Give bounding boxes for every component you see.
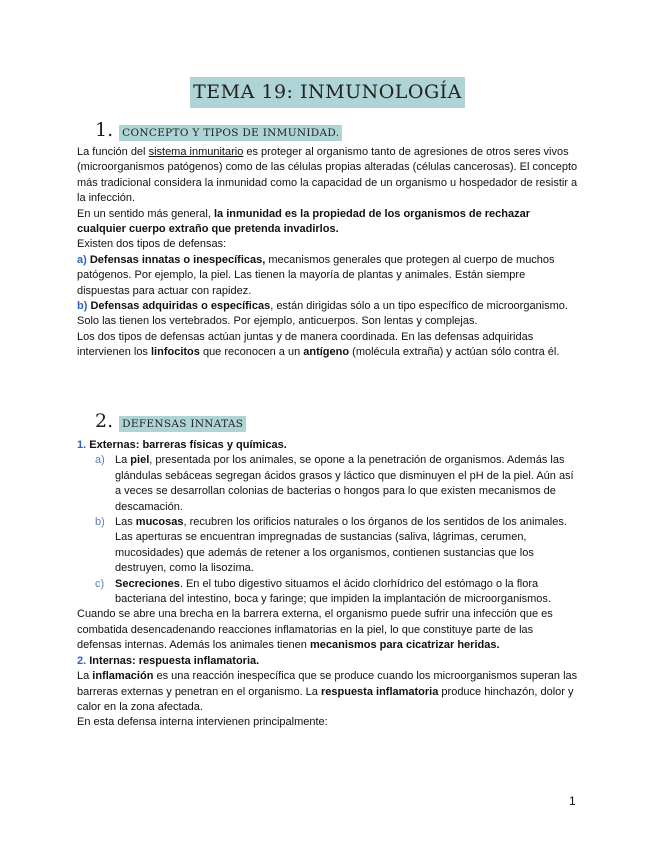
list-item: a) La piel, presentada por los animales, se opone a la penetración de organismos. Además las glándulas sebáceas segregan ácidos grasos y láctico que disminuyen el pH de la piel. Aún así a veces se desarrollan colonias de bacterias o hongos para lo que existen mecanismos de descamación. [95, 454, 574, 513]
external-barriers-heading: 1. Externas: barreras físicas y químicas. [77, 439, 287, 451]
section-1-body [77, 145, 579, 361]
item-defensas-adquiridas: b) Defensas adquiridas o específicas, están dirigidas sólo a un tipo específico de microorganismo. Solo las tienen los vertebrados. Por ejemplo, anticuerpos. Son lentas y complejas. [77, 300, 568, 328]
section-2-body [77, 438, 579, 731]
section-1-title: CONCEPTO Y TIPOS DE INMUNIDAD. [119, 125, 342, 141]
paragraph-types: Existen dos tipos de defensas: [77, 238, 227, 251]
internal-response-heading: 2. Internas: respuesta inflamatoria. [77, 654, 260, 667]
paragraph-inflammation: La inflamación es una reacción inespecífica que se produce cuando los microorganismos superan las barreras externas y penetran en el organismo. La respuesta inflamatoria produce hinchazón, dolor y calor en la zona afectada. [77, 670, 578, 713]
section-1-number: 1. [95, 119, 114, 141]
page-number: 1 [569, 794, 576, 808]
list-item: b) Las mucosas, recubren los orificios naturales o los órganos de los sentidos de los animales. Las aperturas se encuentran impregnadas de sustancias (saliva, lágrimas, cerumen, mucosidades) que además de retener a los organismos, contienen sustancias que los destruyen, como la lisozima. [95, 516, 567, 575]
paragraph-definition: En un sentido más general, la inmunidad es la propiedad de los organismos de rechazar cualquier cuerpo extraño que pretenda invadirlos. [77, 207, 531, 236]
page-title: TEMA 19: INMUNOLOGÍA [190, 77, 465, 108]
item-defensas-innatas: a) Defensas innatas o inespecíficas, mecanismos generales que protegen al cuerpo de muchos patógenos. Por ejemplo, la piel. Las tienen la mayoría de plantas y animales. Están siempre dispuestas para actuar con rapidez. [77, 253, 555, 297]
section-2-title: DEFENSAS INNATAS [119, 416, 246, 432]
paragraph-intro: La función del sistema inmunitario es proteger al organismo tanto de agresiones de otros seres vivos (microorganismos patógenos) como de las células propias alteradas (células cancerosas). El concepto más tradicional considera la inmunidad como la capacidad de un organismo u hospedador de resistir a la infección. [77, 146, 578, 205]
paragraph-breach: Cuando se abre una brecha en la barrera externa, el organismo puede sufrir una infección que es combatida desencadenando reacciones inflamatorias en la piel, lo que constituye parte de las defensas internas. Además los animales tienen mecanismos para cicatrizar heridas. [77, 608, 553, 652]
section-2-number: 2. [95, 410, 114, 432]
section-2-heading [95, 410, 246, 435]
paragraph-internal-defense: En esta defensa interna intervienen principalmente: [77, 716, 328, 729]
list-item: c) Secreciones. En el tubo digestivo situamos el ácido clorhídrico del estómago o la flora bacteriana del intestino, boca y faringe; que impiden la implantación de microorganismos. [95, 577, 551, 606]
title-container [0, 77, 655, 108]
paragraph-coordination: Los dos tipos de defensas actúan juntas y de manera coordinada. En las defensas adquiridas intervienen los linfocitos que reconocen a un antígeno (molécula extraña) y actúan sólo contra él. [77, 330, 560, 359]
section-1-heading [95, 119, 342, 144]
term-sistema-inmunitario: sistema inmunitario [148, 146, 244, 158]
